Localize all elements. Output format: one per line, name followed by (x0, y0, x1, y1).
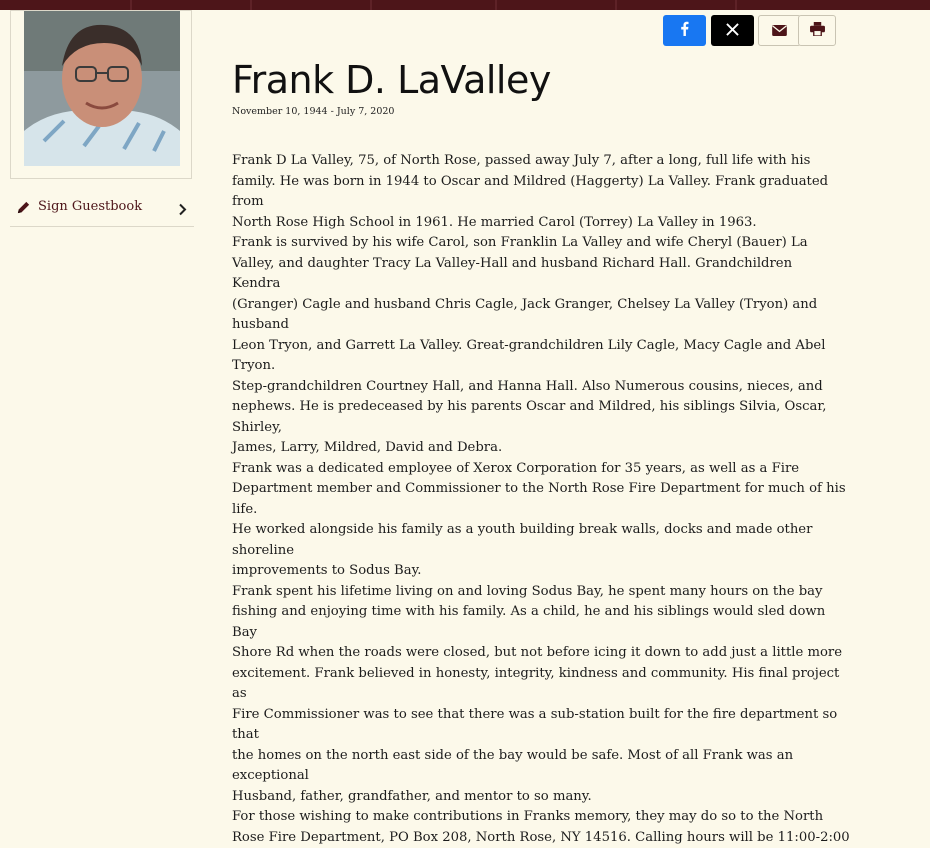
envelope-icon (772, 21, 787, 40)
obituary-line: Valley, and daughter Tracy La Valley-Hall and husband Richard Hall. Grandchildren (232, 255, 793, 271)
obituary-line: Rose Fire Department, PO Box 208, North Rose, NY 14516. Calling hours will be 11:00-2:00 (232, 829, 850, 845)
top-nav-bar (0, 0, 930, 10)
nav-divider (615, 0, 617, 10)
life-dates: November 10, 1944 - July 7, 2020 (232, 106, 395, 117)
obituary-line: Kendra (232, 276, 281, 291)
obituary-line: Step-grandchildren Courtney Hall, and Hanna Hall. Also Numerous cousins, nieces, and (232, 378, 823, 394)
obituary-line: Tryon. (232, 358, 276, 373)
obituary-line: exceptional (232, 768, 309, 783)
nav-divider (370, 0, 372, 10)
nav-divider (735, 0, 737, 10)
obituary-line: He worked alongside his family as a youth building break walls, docks and made other (232, 522, 813, 537)
obituary-line: life. (232, 501, 258, 517)
obituary-line: Frank was a dedicated employee of Xerox Corporation for 35 years, as well as a Fire (232, 460, 800, 476)
chevron-right-icon (178, 201, 188, 220)
obituary-line: Shirley, (232, 419, 282, 435)
email-share-button[interactable] (758, 15, 801, 46)
nav-divider (495, 0, 497, 10)
obituary-line: from (232, 194, 264, 209)
decedent-name: Frank D. LaValley (232, 58, 551, 102)
obituary-line: the homes on the north east side of the bay would be safe. Most of all Frank was an (232, 747, 794, 763)
obituary-line: as (232, 686, 247, 701)
printer-icon (810, 21, 825, 40)
sign-guestbook-link[interactable] (10, 190, 194, 227)
obituary-line: Fire Commissioner was to see that there was a sub-station built for the fire department so (232, 706, 838, 722)
obituary-line: North Rose High School in 1961. He married Carol (Torrey) La Valley in 1963. (232, 214, 757, 230)
facebook-icon (680, 21, 689, 40)
obituary-line: Shore Rd when the roads were closed, but not before icing it down to add just a little more (232, 645, 843, 660)
obituary-line: (Granger) Cagle and husband Chris Cagle, Jack Granger, Chelsey La Valley (Tryon) and (232, 296, 818, 312)
obituary-line: Frank is survived by his wife Carol, son Franklin La Valley and wife Cheryl (Bauer) La (232, 235, 808, 250)
obituary-line: Husband, father, grandfather, and mentor to so many. (232, 788, 592, 804)
obituary-line: Frank spent his lifetime living on and loving Sodus Bay, he spent many hours on the bay (232, 583, 823, 599)
obituary-line: excitement. Frank believed in honesty, integrity, kindness and community. His final project (232, 665, 840, 681)
print-button[interactable] (798, 15, 836, 46)
obituary-line: For those wishing to make contributions in Franks memory, they may do so to the North (232, 809, 824, 824)
obituary-line: that (232, 727, 259, 742)
x-share-button[interactable] (711, 15, 754, 46)
obituary-line: improvements to Sodus Bay. (232, 563, 422, 578)
photo-frame (10, 10, 192, 179)
x-icon (726, 21, 739, 40)
obituary-line: fishing and enjoying time with his family. As a child, he and his siblings would sled down (232, 604, 826, 619)
obituary-line: James, Larry, Mildred, David and Debra. (232, 440, 503, 455)
sign-guestbook-label: Sign Guestbook (38, 199, 143, 214)
nav-divider (130, 0, 132, 10)
facebook-share-button[interactable] (663, 15, 706, 46)
obituary-line: nephews. He is predeceased by his parents Oscar and Mildred, his siblings Silvia, Oscar, (232, 399, 827, 414)
obituary-line: Department member and Commissioner to the North Rose Fire Department for much of his (232, 481, 846, 496)
obituary-line: Leon Tryon, and Garrett La Valley. Great-grandchildren Lily Cagle, Macy Cagle and Abel (232, 337, 826, 353)
obituary-line: Bay (232, 624, 258, 640)
obituary-line: Frank D La Valley, 75, of North Rose, passed away July 7, after a long, full life with his (232, 153, 811, 168)
nav-divider (250, 0, 252, 10)
portrait-photo (24, 11, 180, 166)
obituary-text (232, 151, 862, 848)
obituary-line: husband (232, 317, 289, 332)
obituary-line: family. He was born in 1944 to Oscar and Mildred (Haggerty) La Valley. Frank graduated (232, 173, 829, 189)
obituary-line: shoreline (232, 542, 295, 558)
pencil-icon (16, 200, 31, 219)
